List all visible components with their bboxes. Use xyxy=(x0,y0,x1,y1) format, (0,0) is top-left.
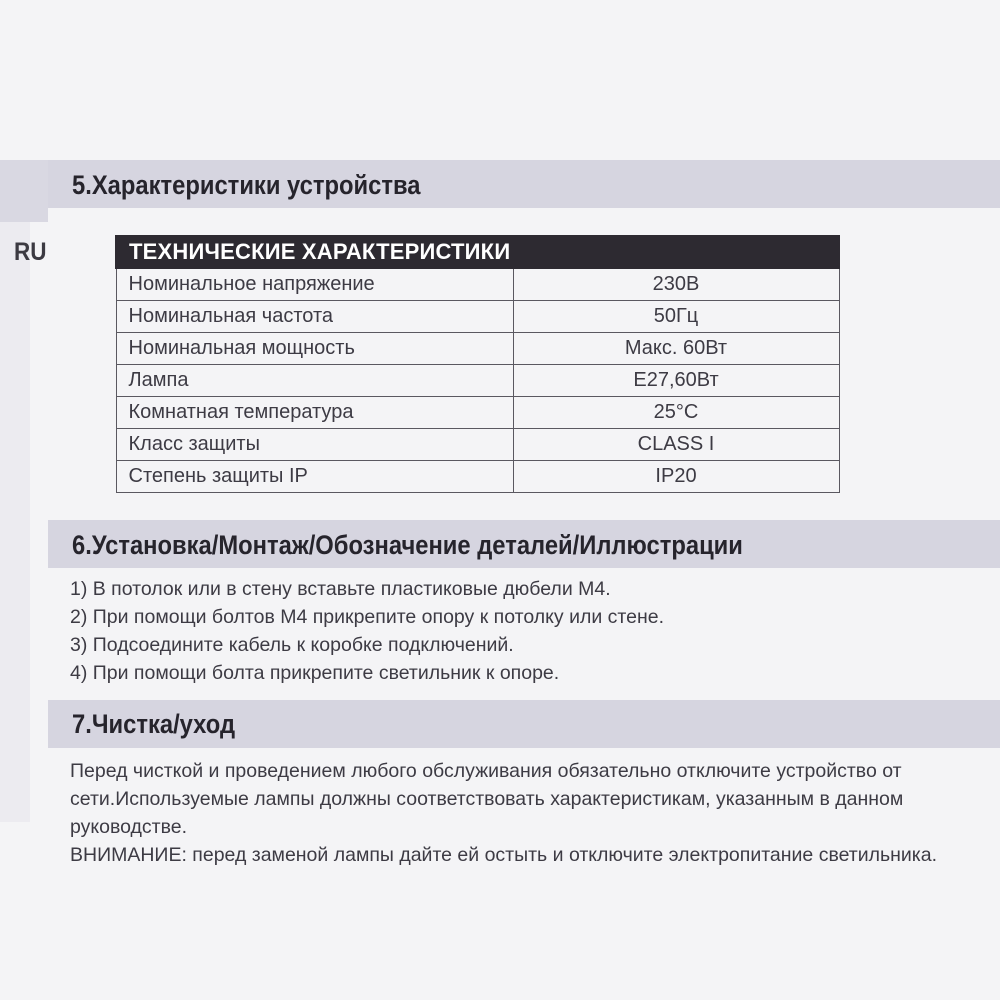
list-item: 3) Подсоедините кабель к коробке подключений. xyxy=(70,634,514,656)
spec-label: Класс защиты xyxy=(116,429,513,461)
spec-value: CLASS I xyxy=(513,429,839,461)
section-7-title: 7.Чистка/уход xyxy=(72,709,236,739)
spec-value: 230В xyxy=(513,268,839,301)
paragraph-line: Перед чисткой и проведением любого обслуживания обязательно отключите устройство от xyxy=(70,760,902,782)
language-tab-label: RU xyxy=(14,238,47,266)
paragraph-line: сети.Используемые лампы должны соответствовать характеристикам, указанным в данном xyxy=(70,788,904,810)
warning-line: ВНИМАНИЕ: перед заменой лампы дайте ей остыть и отключите электропитание светильника. xyxy=(70,844,938,866)
spec-value: E27,60Вт xyxy=(513,365,839,397)
list-item: 4) При помощи болта прикрепите светильник к опоре. xyxy=(70,662,560,684)
spec-label: Лампа xyxy=(116,365,513,397)
specs-table-header: ТЕХНИЧЕСКИЕ ХАРАКТЕРИСТИКИ xyxy=(116,236,839,268)
spec-value: Макс. 60Вт xyxy=(513,333,839,365)
installation-steps-list xyxy=(70,575,664,687)
spec-label: Номинальная частота xyxy=(116,301,513,333)
table-row xyxy=(116,365,839,397)
section-6-title: 6.Установка/Монтаж/Обозначение деталей/Иллюстрации xyxy=(72,530,743,560)
care-paragraph xyxy=(70,757,937,869)
page-margin-strip xyxy=(0,222,30,822)
spec-label: Номинальное напряжение xyxy=(116,268,513,301)
section-5-title: 5.Характеристики устройства xyxy=(72,170,421,200)
spec-label: Степень защиты IP xyxy=(116,461,513,493)
paragraph-line: руководстве. xyxy=(70,816,187,838)
table-row xyxy=(116,429,839,461)
spec-value: 50Гц xyxy=(513,301,839,333)
language-tab-marker xyxy=(0,160,48,222)
list-item: 2) При помощи болтов М4 прикрепите опору к потолку или стене. xyxy=(70,606,664,628)
table-row xyxy=(116,333,839,365)
table-row xyxy=(116,268,839,301)
specs-table xyxy=(115,235,840,493)
spec-label: Номинальная мощность xyxy=(116,333,513,365)
spec-value: 25°C xyxy=(513,397,839,429)
spec-label: Комнатная температура xyxy=(116,397,513,429)
table-row xyxy=(116,301,839,333)
list-item: 1) В потолок или в стену вставьте пластиковые дюбели М4. xyxy=(70,578,611,600)
table-row xyxy=(116,461,839,493)
spec-value: IP20 xyxy=(513,461,839,493)
table-row xyxy=(116,397,839,429)
